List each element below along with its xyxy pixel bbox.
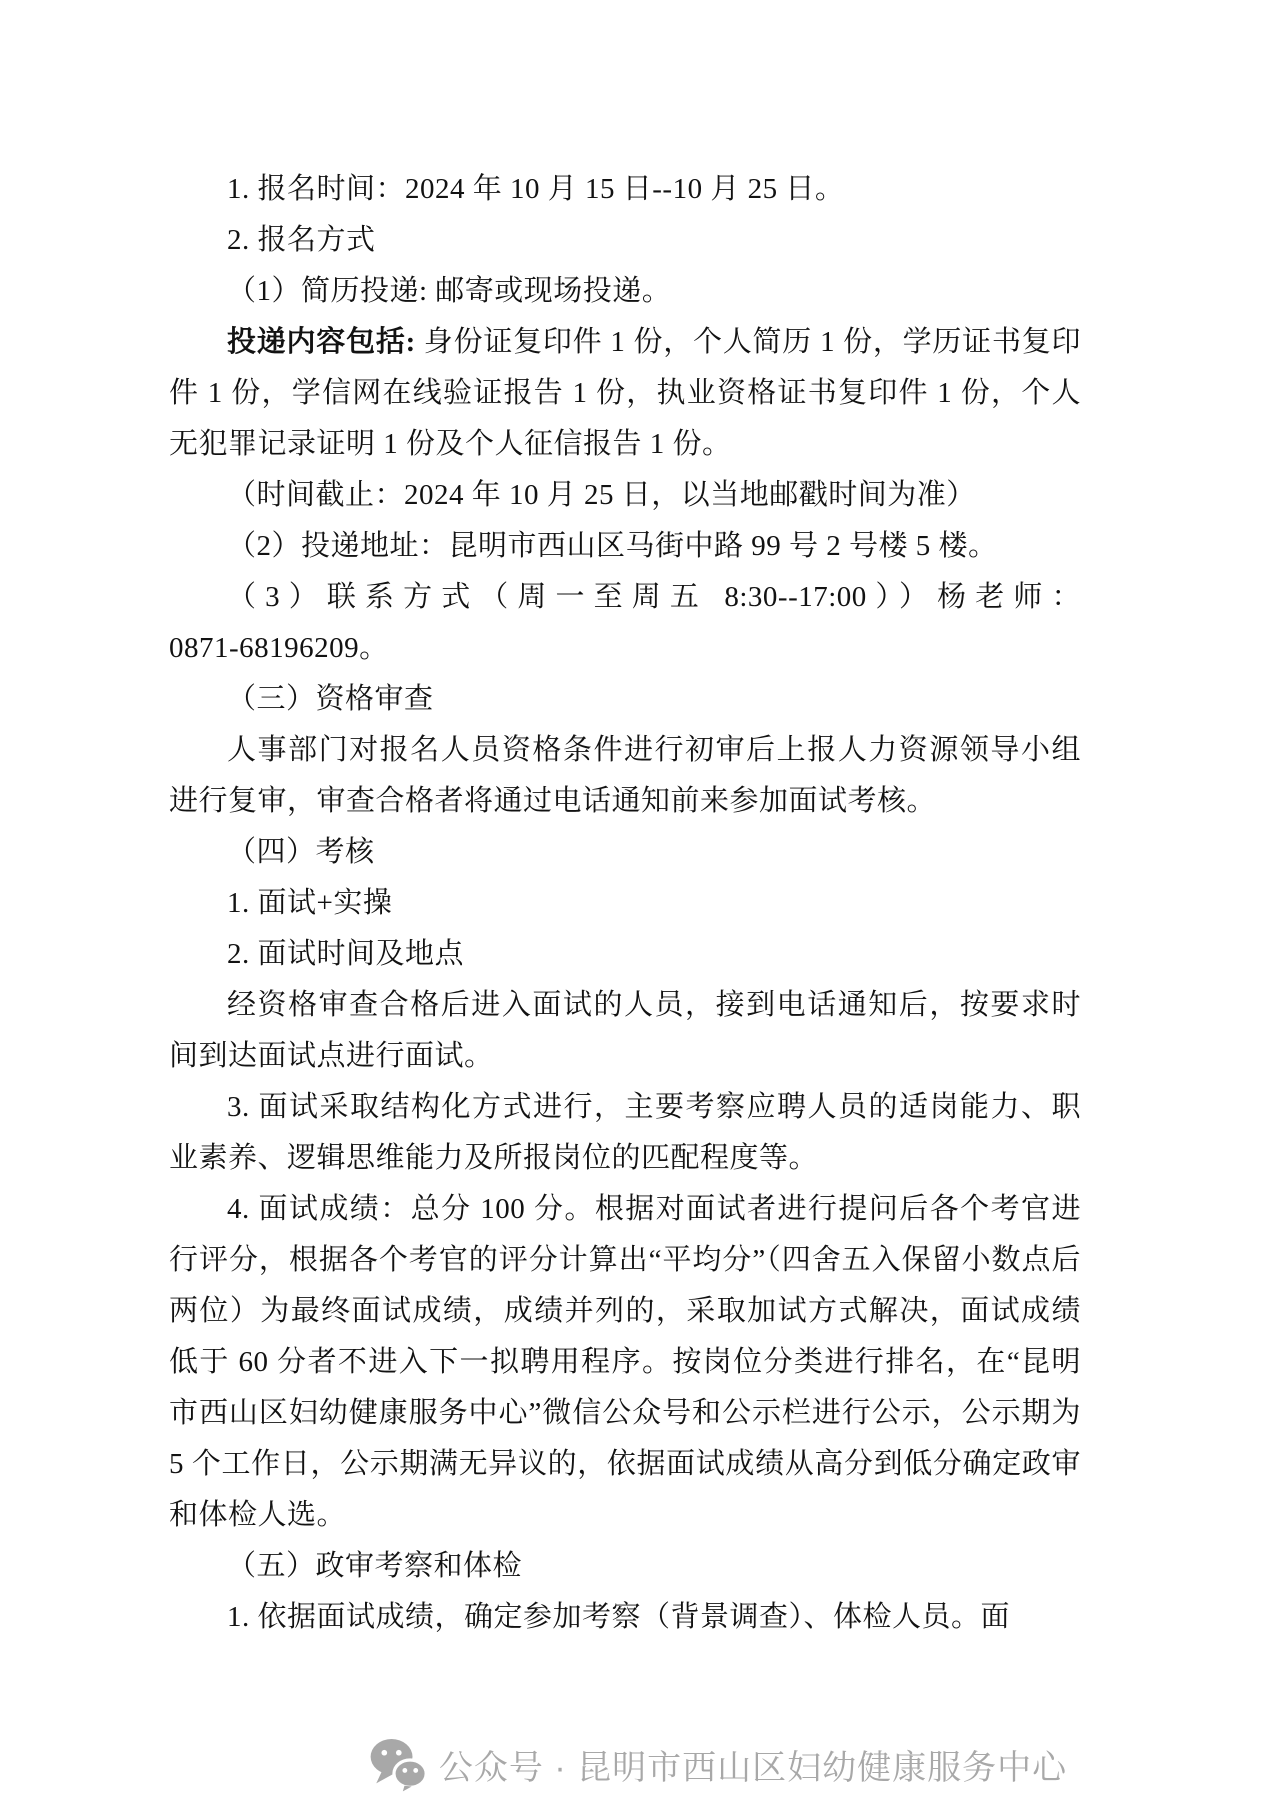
para-assessment-item-1: 1. 面试+实操 [227, 887, 393, 919]
document-body [169, 164, 1081, 1643]
para-assessment-item-4: 4. 面试成绩：总分 100 分。根据对面试者进行提问后各个考官进行评分，根据各个考官的评分计算出“平均分”（四舍五入保留小数点后两位）为最终面试成绩，成绩并列的，采取加试方式解决，面试成绩低于 60 分者不进入下一拟聘用程序。按岗位分类进行排名，在“昆明市西山区妇幼健康服务中心”微信公众号和公示栏进行公示，公示期为 5 个工作日，公示期满无异议的，依据面试成绩从高分到低分确定政审和体检人选。 [169, 1193, 1081, 1531]
footer-watermark [0, 1736, 1280, 1792]
wechat-logo-icon [369, 1736, 427, 1792]
delivery-content-rest: 身份证复印件 1 份，个人简历 1 份，学历证书复印件 1 份，学信网在线验证报告 1 份，执业资格证书复印件 1 份，个人无犯罪记录证明 1 份及个人征信报告 1 份。 [169, 326, 1081, 460]
para-inspection-item-1: 1. 依据面试成绩，确定参加考察（背景调查）、体检人员。面 [227, 1601, 1011, 1633]
para-contact-info: （3）联系方式（周一至周五 8:30--17:00））杨老师： [227, 581, 1081, 613]
para-qualification-review: 人事部门对报名人员资格条件进行初审后上报人力资源领导小组进行复审，审查合格者将通过电话通知前来参加面试考核。 [169, 734, 1081, 817]
para-delivery-content [169, 317, 1081, 470]
para-interview-arrival: 经资格审查合格后进入面试的人员，接到电话通知后，按要求时间到达面试点进行面试。 [169, 989, 1081, 1072]
heading-section-four: （四）考核 [227, 836, 375, 868]
para-assessment-item-3: 3. 面试采取结构化方式进行，主要考察应聘人员的适岗能力、职业素养、逻辑思维能力及所报岗位的匹配程度等。 [169, 1091, 1081, 1174]
para-signup-time: 1. 报名时间：2024 年 10 月 15 日--10 月 25 日。 [227, 173, 845, 205]
para-delivery-address: （2）投递地址：昆明市西山区马街中路 99 号 2 号楼 5 楼。 [227, 530, 998, 562]
para-signup-method: 2. 报名方式 [227, 224, 376, 256]
delivery-content-lead: 投递内容包括: [227, 326, 416, 358]
heading-section-five: （五）政审考察和体检 [227, 1550, 523, 1582]
para-deadline: （时间截止：2024 年 10 月 25 日，以当地邮戳时间为准） [227, 479, 976, 511]
para-contact-phone: 0871-68196209。 [169, 632, 389, 664]
heading-section-three: （三）资格审查 [227, 683, 434, 715]
para-resume-delivery: （1）简历投递: 邮寄或现场投递。 [227, 275, 672, 307]
official-account-label: 公众号 · 昆明市西山区妇幼健康服务中心 [438, 1748, 1068, 1787]
para-assessment-item-2: 2. 面试时间及地点 [227, 938, 465, 970]
